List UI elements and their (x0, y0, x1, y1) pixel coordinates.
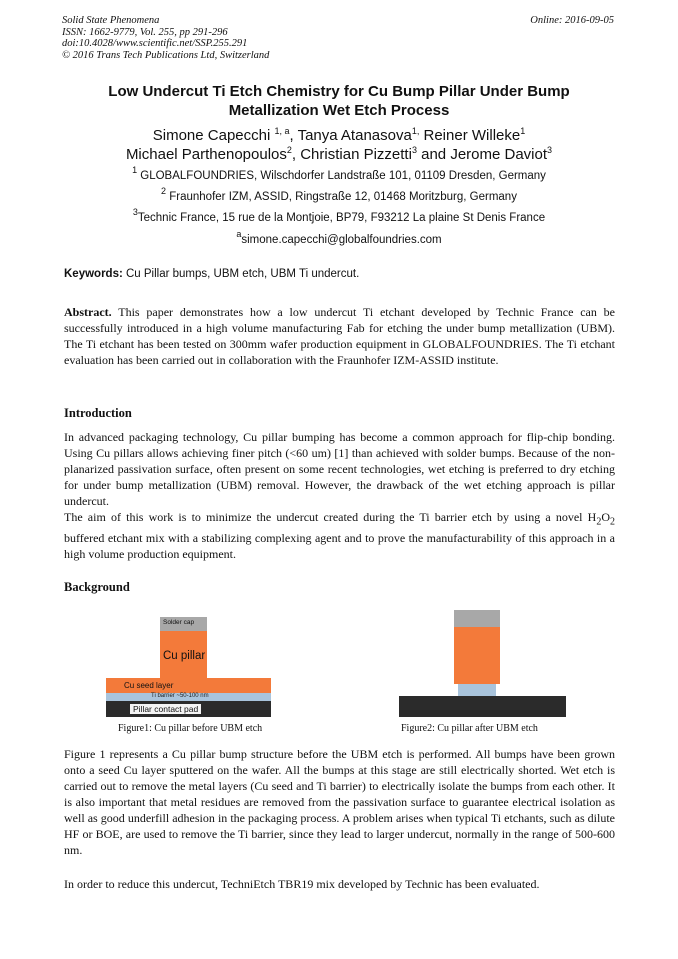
author-parthenopoulos: Michael Parthenopoulos (125, 146, 287, 163)
subscript: 2 (610, 516, 615, 528)
online-date: Online: 2016-09-05 (530, 15, 614, 26)
background-paragraph-1: Figure 1 represents a Cu pillar bump structure before the UBM etch is performed. All bumps have been grown onto a seed Cu layer sputtered on the wafer. All the bumps at this stage are still electrically shorted. Wet etch is carried out to remove the metal layers (Cu seed and Ti barrier) to electrically isolate the bumps from each other. It is also important that metal residues are removed from the passivation surface to guarantee electrical isolation as well as good underfill adhesion in the packaging process. A problem arises when typical Ti etchants, such as dilute HF or BOE, are used to remove the Ti barrier, since they lead to larger undercut, normally in the range of 500-600 nm. (64, 747, 615, 857)
author-sup: 3 (547, 145, 553, 155)
text-span: The aim of this work is to minimize the undercut created during the Ti barrier etch by using a novel H (64, 510, 597, 524)
affiliation-text: Fraunhofer IZM, ASSID, Ringstraße 12, 01468 Moritzburg, Germany (166, 191, 517, 203)
author-capecchi: Simone Capecchi (152, 127, 275, 144)
author-willeke: Reiner Willeke (419, 127, 521, 144)
ti-barrier-remnant (458, 684, 496, 696)
affiliation-1 (40, 165, 638, 183)
text-span: buffered etchant mix with a stabilizing complexing agent and to prove the manufacturability of this approach in a high volume production equipment. (64, 531, 615, 562)
doi-line: doi:10.4028/www.scientific.net/SSP.255.291 (62, 38, 248, 49)
author-line-1 (40, 126, 638, 145)
cu-pillar-label: Cu pillar (163, 650, 206, 662)
author-pizzetti: , Christian Pizzetti (291, 146, 412, 163)
author-sup: 1, a (274, 126, 290, 136)
email-text: simone.capecchi@globalfoundries.com (241, 234, 442, 246)
introduction-paragraph-2 (64, 509, 615, 562)
pillar-contact-pad (399, 696, 566, 717)
text-span: O (601, 510, 610, 524)
abstract-label: Abstract. (64, 305, 112, 319)
copyright-line: © 2016 Trans Tech Publications Ltd, Switzerland (62, 49, 270, 61)
affiliation-sup: 1 (132, 165, 138, 175)
affiliation-2 (40, 186, 638, 204)
abstract (64, 304, 615, 368)
abstract-text: This paper demonstrates how a low undercut Ti etchant developed by Technic France can be successfully introduced in a high volume manufacturing Fab for etching the under bump metallization (UBM). The Ti etchant has been tested on 300mm wafer production equipment in GLOBALFOUNDRIES. The Ti etchant evaluation has been carried out in collaboration with the Fraunhofer IZM-ASSID institute. (64, 305, 615, 367)
issn-line: ISSN: 1662-9779, Vol. 255, pp 291-296 (62, 26, 228, 38)
author-daviot: and Jerome Daviot (416, 146, 548, 163)
figure-1-caption: Figure1: Cu pillar before UBM etch (118, 723, 263, 734)
author-sup: 3 (411, 145, 417, 155)
affiliation-sup: 3 (132, 207, 138, 217)
author-line-2 (40, 145, 638, 164)
title-line-2: Metallization Wet Etch Process (228, 102, 450, 119)
paper-title (40, 82, 638, 120)
keywords (64, 268, 359, 281)
author-atanasova: , Tanya Atanasova (289, 127, 412, 144)
affiliation-text: GLOBALFOUNDRIES, Wilschdorfer Landstraße 101, 01109 Dresden, Germany (137, 170, 546, 182)
corresponding-email (40, 229, 638, 247)
affiliation-text: Technic France, 15 rue de la Montjoie, BP79, F93212 La plaine St Denis France (137, 212, 546, 224)
section-heading-background: Background (64, 580, 130, 594)
author-sup: 1 (520, 126, 526, 136)
affiliation-sup: 2 (161, 186, 167, 196)
contact-pad-label: Pillar contact pad (130, 704, 201, 714)
affiliation-3 (40, 207, 638, 225)
author-sup: 1, (411, 126, 420, 136)
figure-2-caption: Figure2: Cu pillar after UBM etch (401, 723, 538, 734)
author-sup: 2 (286, 145, 292, 155)
keywords-label: Keywords: (64, 268, 123, 280)
solder-cap (454, 610, 500, 627)
author-list (40, 126, 638, 164)
introduction-paragraph-1: In advanced packaging technology, Cu pillar bumping has become a common approach for flip-chip bonding. Using Cu pillars allows achieving finer pitch (<60 um) [1] than achieved with solder bumps. Because of the non-planarized passivation surface, often present on some recent technologies, wet etching is preferred to dry etching for under bump metallization (UBM) removal. However, the drawback of the wet etching approach is pillar undercut. (64, 430, 615, 508)
title-line-1: Low Undercut Ti Etch Chemistry for Cu Bump Pillar Under Bump (108, 83, 570, 100)
keywords-text: Cu Pillar bumps, UBM etch, UBM Ti undercut. (122, 268, 360, 280)
ti-barrier-label: Ti barrier ~50-100 nm (151, 693, 209, 699)
subscript: 2 (596, 516, 602, 528)
background-paragraph-2: In order to reduce this undercut, TechniEtch TBR19 mix developed by Technic has been evaluated. (64, 877, 540, 891)
cu-seed-label: Cu seed layer (124, 681, 174, 690)
journal-header (62, 15, 269, 61)
section-heading-introduction: Introduction (64, 406, 132, 420)
cu-pillar (454, 627, 500, 684)
journal-name: Solid State Phenomena (62, 15, 160, 26)
email-sup: a (236, 229, 242, 239)
solder-cap-label: Solder cap (163, 619, 195, 626)
